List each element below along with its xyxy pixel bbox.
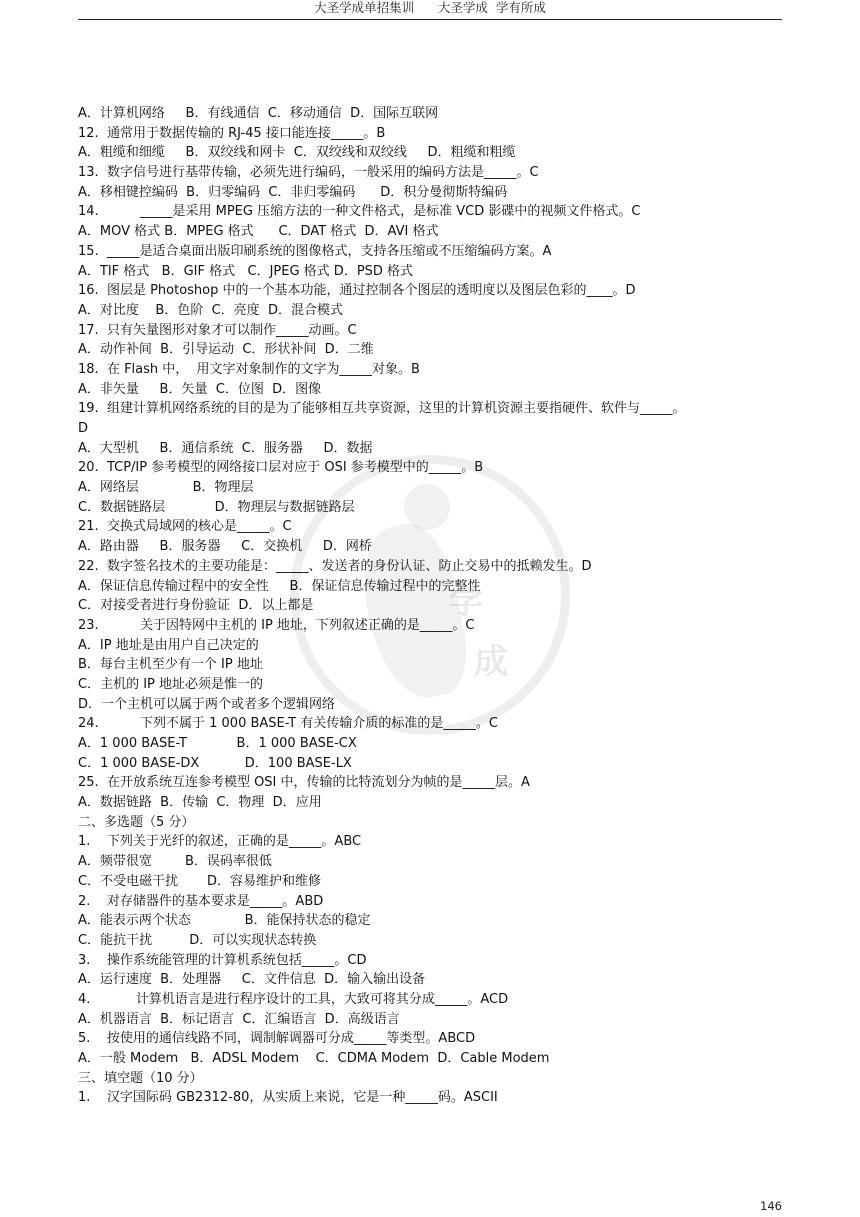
text-line: 5. 按使用的通信线路不同，调制解调器可分成_____等类型。ABCD [78, 1031, 476, 1047]
text-line: A．移相键控编码 B．归零编码 C．非归零编码 D．积分曼彻斯特编码 [78, 184, 508, 200]
text-line: A．大型机 B．通信系统 C．服务器 D．数据 [78, 440, 373, 456]
text-line: B．每台主机至少有一个 IP 地址 [78, 657, 263, 673]
text-line: A．对比度 B．色阶 C．亮度 D．混合模式 [78, 302, 343, 318]
text-line: 1. 汉字国际码 GB2312-80，从实质上来说，它是一种_____码。ASCII [78, 1090, 498, 1106]
text-line: 16. 图层是 Photoshop 中的一个基本功能，通过控制各个图层的透明度以及图层色彩的____。D [78, 283, 636, 299]
text-line: 1. 下列关于光纤的叙述，正确的是_____。ABC [78, 834, 362, 850]
text-line: A．非矢量 B．矢量 C．位图 D．图像 [78, 381, 322, 397]
page-header: 大圣学成单招集训 大圣学成 学有所成 [78, 0, 782, 20]
text-line: A．IP 地址是由用户自己决定的 [78, 637, 259, 653]
text-line: C．不受电磁干扰 D．容易维护和维修 [78, 873, 322, 889]
text-line: 21. 交换式局域网的核心是_____。C [78, 519, 292, 535]
text-line: C．对接受者进行身份验证 D．以上都是 [78, 598, 314, 614]
text-line: D [78, 421, 89, 436]
text-line: 13. 数字信号进行基带传输，必须先进行编码，一般采用的编码方法是_____。C [78, 165, 539, 181]
page-number: 146 [760, 1199, 782, 1213]
text-line: A．保证信息传输过程中的安全性 B．保证信息传输过程中的完整性 [78, 578, 481, 594]
watermark-char: 成 [474, 642, 508, 682]
text-line: 17. 只有矢量图形对象才可以制作_____动画。C [78, 322, 357, 338]
document-body [78, 104, 786, 1108]
text-line: 15. _____是适合桌面出版印刷系统的图像格式，支持各压缩或不压缩编码方案。A [78, 243, 552, 259]
text-line: A．计算机网络 B．有线通信 C．移动通信 D．国际互联网 [78, 106, 439, 121]
text-line: 4. 计算机语言是进行程序设计的工具，大致可将其分成_____。ACD [78, 991, 509, 1007]
text-line: A．能表示两个状态 B．能保持状态的稳定 [78, 913, 371, 929]
text-line: 24. 下列不属于 1 000 BASE-T 有关传输介质的标准的是_____。C [78, 716, 498, 732]
text-line: A．动作补间 B．引导运动 C．形状补间 D．二维 [78, 342, 374, 358]
text-line: A．路由器 B．服务器 C．交换机 D．网桥 [78, 539, 372, 555]
text-line: 二、多选题（5 分） [78, 814, 195, 830]
watermark-char: 学 [449, 582, 483, 622]
text-line: 3. 操作系统能管理的计算机系统包括_____。CD [78, 952, 367, 968]
text-line: A．网络层 B．物理层 [78, 480, 254, 496]
text-line: A．粗缆和细缆 B．双绞线和网卡 C．双绞线和双绞线 D．粗缆和粗缆 [78, 145, 516, 161]
text-line: 22. 数字签名技术的主要功能是：_____、发送者的身份认证、防止交易中的抵赖发生。D [78, 558, 592, 574]
text-line: A．机器语言 B．标记语言 C．汇编语言 D．高级语言 [78, 1011, 400, 1027]
text-line: A．一般 Modem B．ADSL Modem C．CDMA Modem D．Cable Modem [78, 1051, 550, 1066]
text-line: 18. 在 Flash 中， 用文字对象制作的文字为_____对象。B [78, 361, 420, 377]
text-line: 23. 关于因特网中主机的 IP 地址，下列叙述正确的是_____。C [78, 617, 475, 633]
text-line: 2. 对存储器件的基本要求是_____。ABD [78, 893, 324, 909]
text-line: 12. 通常用于数据传输的 RJ-45 接口能连接_____。B [78, 125, 386, 141]
text-line: A．运行速度 B．处理器 C．文件信息 D．输入输出设备 [78, 972, 426, 988]
text-line: C．主机的 IP 地址必须是惟一的 [78, 676, 264, 692]
text-line: A．MOV 格式 B．MPEG 格式 C．DAT 格式 D．AVI 格式 [78, 224, 439, 240]
text-line: C．能抗干扰 D．可以实现状态转换 [78, 932, 317, 948]
text-line: A．频带很宽 B．误码率很低 [78, 854, 272, 870]
text-line: D．一个主机可以属于两个或者多个逻辑网络 [78, 696, 336, 712]
text-line: C．1 000 BASE-DX D．100 BASE-LX [78, 755, 352, 771]
text-line: 25. 在开放系统互连参考模型 OSI 中，传输的比特流划分为帧的是_____层。A [78, 775, 530, 791]
text-line: A．数据链路 B．传输 C．物理 D．应用 [78, 795, 322, 811]
text-line: A．1 000 BASE-T B．1 000 BASE-CX [78, 736, 357, 751]
text-line: 19. 组建计算机网络系统的目的是为了能够相互共享资源，这里的计算机资源主要指硬件、软件与_____。 [78, 401, 686, 417]
text-line: 14. _____是采用 MPEG 压缩方法的一种文件格式，是标准 VCD 影碟中的视频文件格式。C [78, 204, 641, 220]
text-line: 三、填空题（10 分） [78, 1070, 203, 1086]
text-line: 20. TCP/IP 参考模型的网络接口层对应于 OSI 参考模型中的_____。B [78, 460, 484, 476]
text-line: C．数据链路层 D．物理层与数据链路层 [78, 499, 355, 515]
text-line: A．TIF 格式 B．GIF 格式 C．JPEG 格式 D．PSD 格式 [78, 263, 414, 279]
